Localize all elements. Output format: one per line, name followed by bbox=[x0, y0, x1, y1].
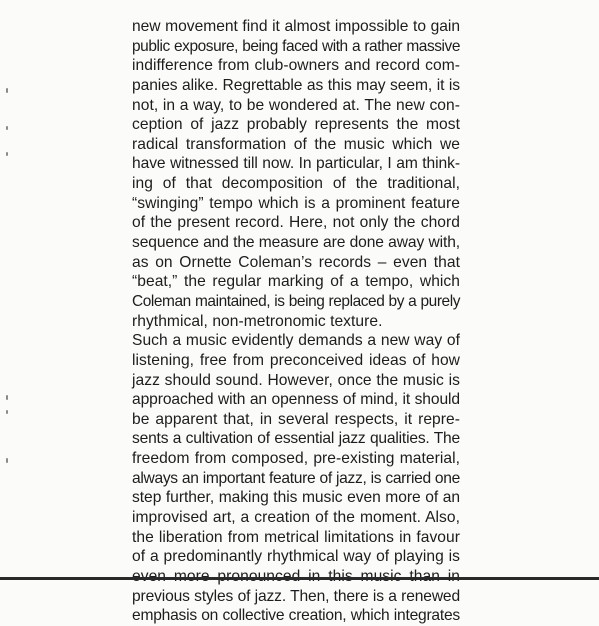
text-line: of the present record. Here, not only the chord bbox=[132, 214, 460, 232]
text-line: ception of jazz probably represents the most bbox=[132, 116, 460, 134]
text-line: new movement find it almost impossible to gain bbox=[132, 18, 460, 35]
text-line: always an important feature of jazz, is carried one bbox=[132, 469, 460, 487]
bottom-edge-line bbox=[0, 577, 599, 580]
text-line: “beat,” the regular marking of a tempo, which bbox=[132, 273, 460, 291]
text-line: rhythmical, non-metronomic texture. bbox=[132, 312, 383, 330]
text-line: public exposure, being faced with a rather massive bbox=[132, 37, 460, 55]
text-line: freedom from composed, pre-existing material, bbox=[132, 450, 460, 468]
text-line: be apparent that, in several respects, it repre- bbox=[132, 410, 460, 428]
text-line: “swinging” tempo which is a prominent feature bbox=[132, 194, 460, 212]
margin-mark bbox=[6, 410, 8, 414]
text-line: sents a cultivation of essential jazz qualities. The bbox=[132, 430, 460, 448]
text-line: listening, free from preconceived ideas of how bbox=[132, 351, 460, 369]
text-line: panies alike. Regrettable as this may seem, it is bbox=[132, 76, 460, 94]
text-line: not, in a way, to be wondered at. The new con- bbox=[132, 96, 460, 114]
text-line: ing of that decomposition of the traditional, bbox=[132, 175, 460, 193]
text-line: jazz should sound. However, once the music is bbox=[132, 371, 460, 389]
text-line: Such a music evidently demands a new way of bbox=[132, 332, 460, 350]
text-line: emphasis on collective creation, which integrates bbox=[132, 607, 460, 625]
margin-mark bbox=[6, 152, 8, 156]
text-line: have witnessed till now. In particular, I am think- bbox=[132, 155, 460, 173]
text-line: as on Ornette Coleman’s records – even that bbox=[132, 253, 460, 271]
margin-mark bbox=[6, 88, 8, 93]
text-line: step further, making this music even more of an bbox=[132, 489, 460, 507]
text-line: the liberation from metrical limitations in favour bbox=[132, 528, 460, 546]
text-line: improvised art, a creation of the moment. Also, bbox=[132, 509, 460, 527]
text-line: radical transformation of the music which we bbox=[132, 135, 460, 153]
text-line: sequence and the measure are done away with, bbox=[132, 234, 460, 252]
margin-mark bbox=[6, 458, 8, 463]
text-line: of a predominantly rhythmical way of playing is bbox=[132, 548, 460, 566]
margin-mark bbox=[6, 126, 8, 130]
body-text bbox=[132, 17, 460, 626]
text-line: indifference from club-owners and record com- bbox=[132, 57, 460, 75]
text-line: approached with an openness of mind, it should bbox=[132, 391, 460, 409]
text-line: previous styles of jazz. Then, there is a renewed bbox=[132, 587, 460, 605]
text-line: Coleman maintained, is being replaced by a purely bbox=[132, 292, 460, 310]
margin-mark bbox=[6, 395, 8, 400]
